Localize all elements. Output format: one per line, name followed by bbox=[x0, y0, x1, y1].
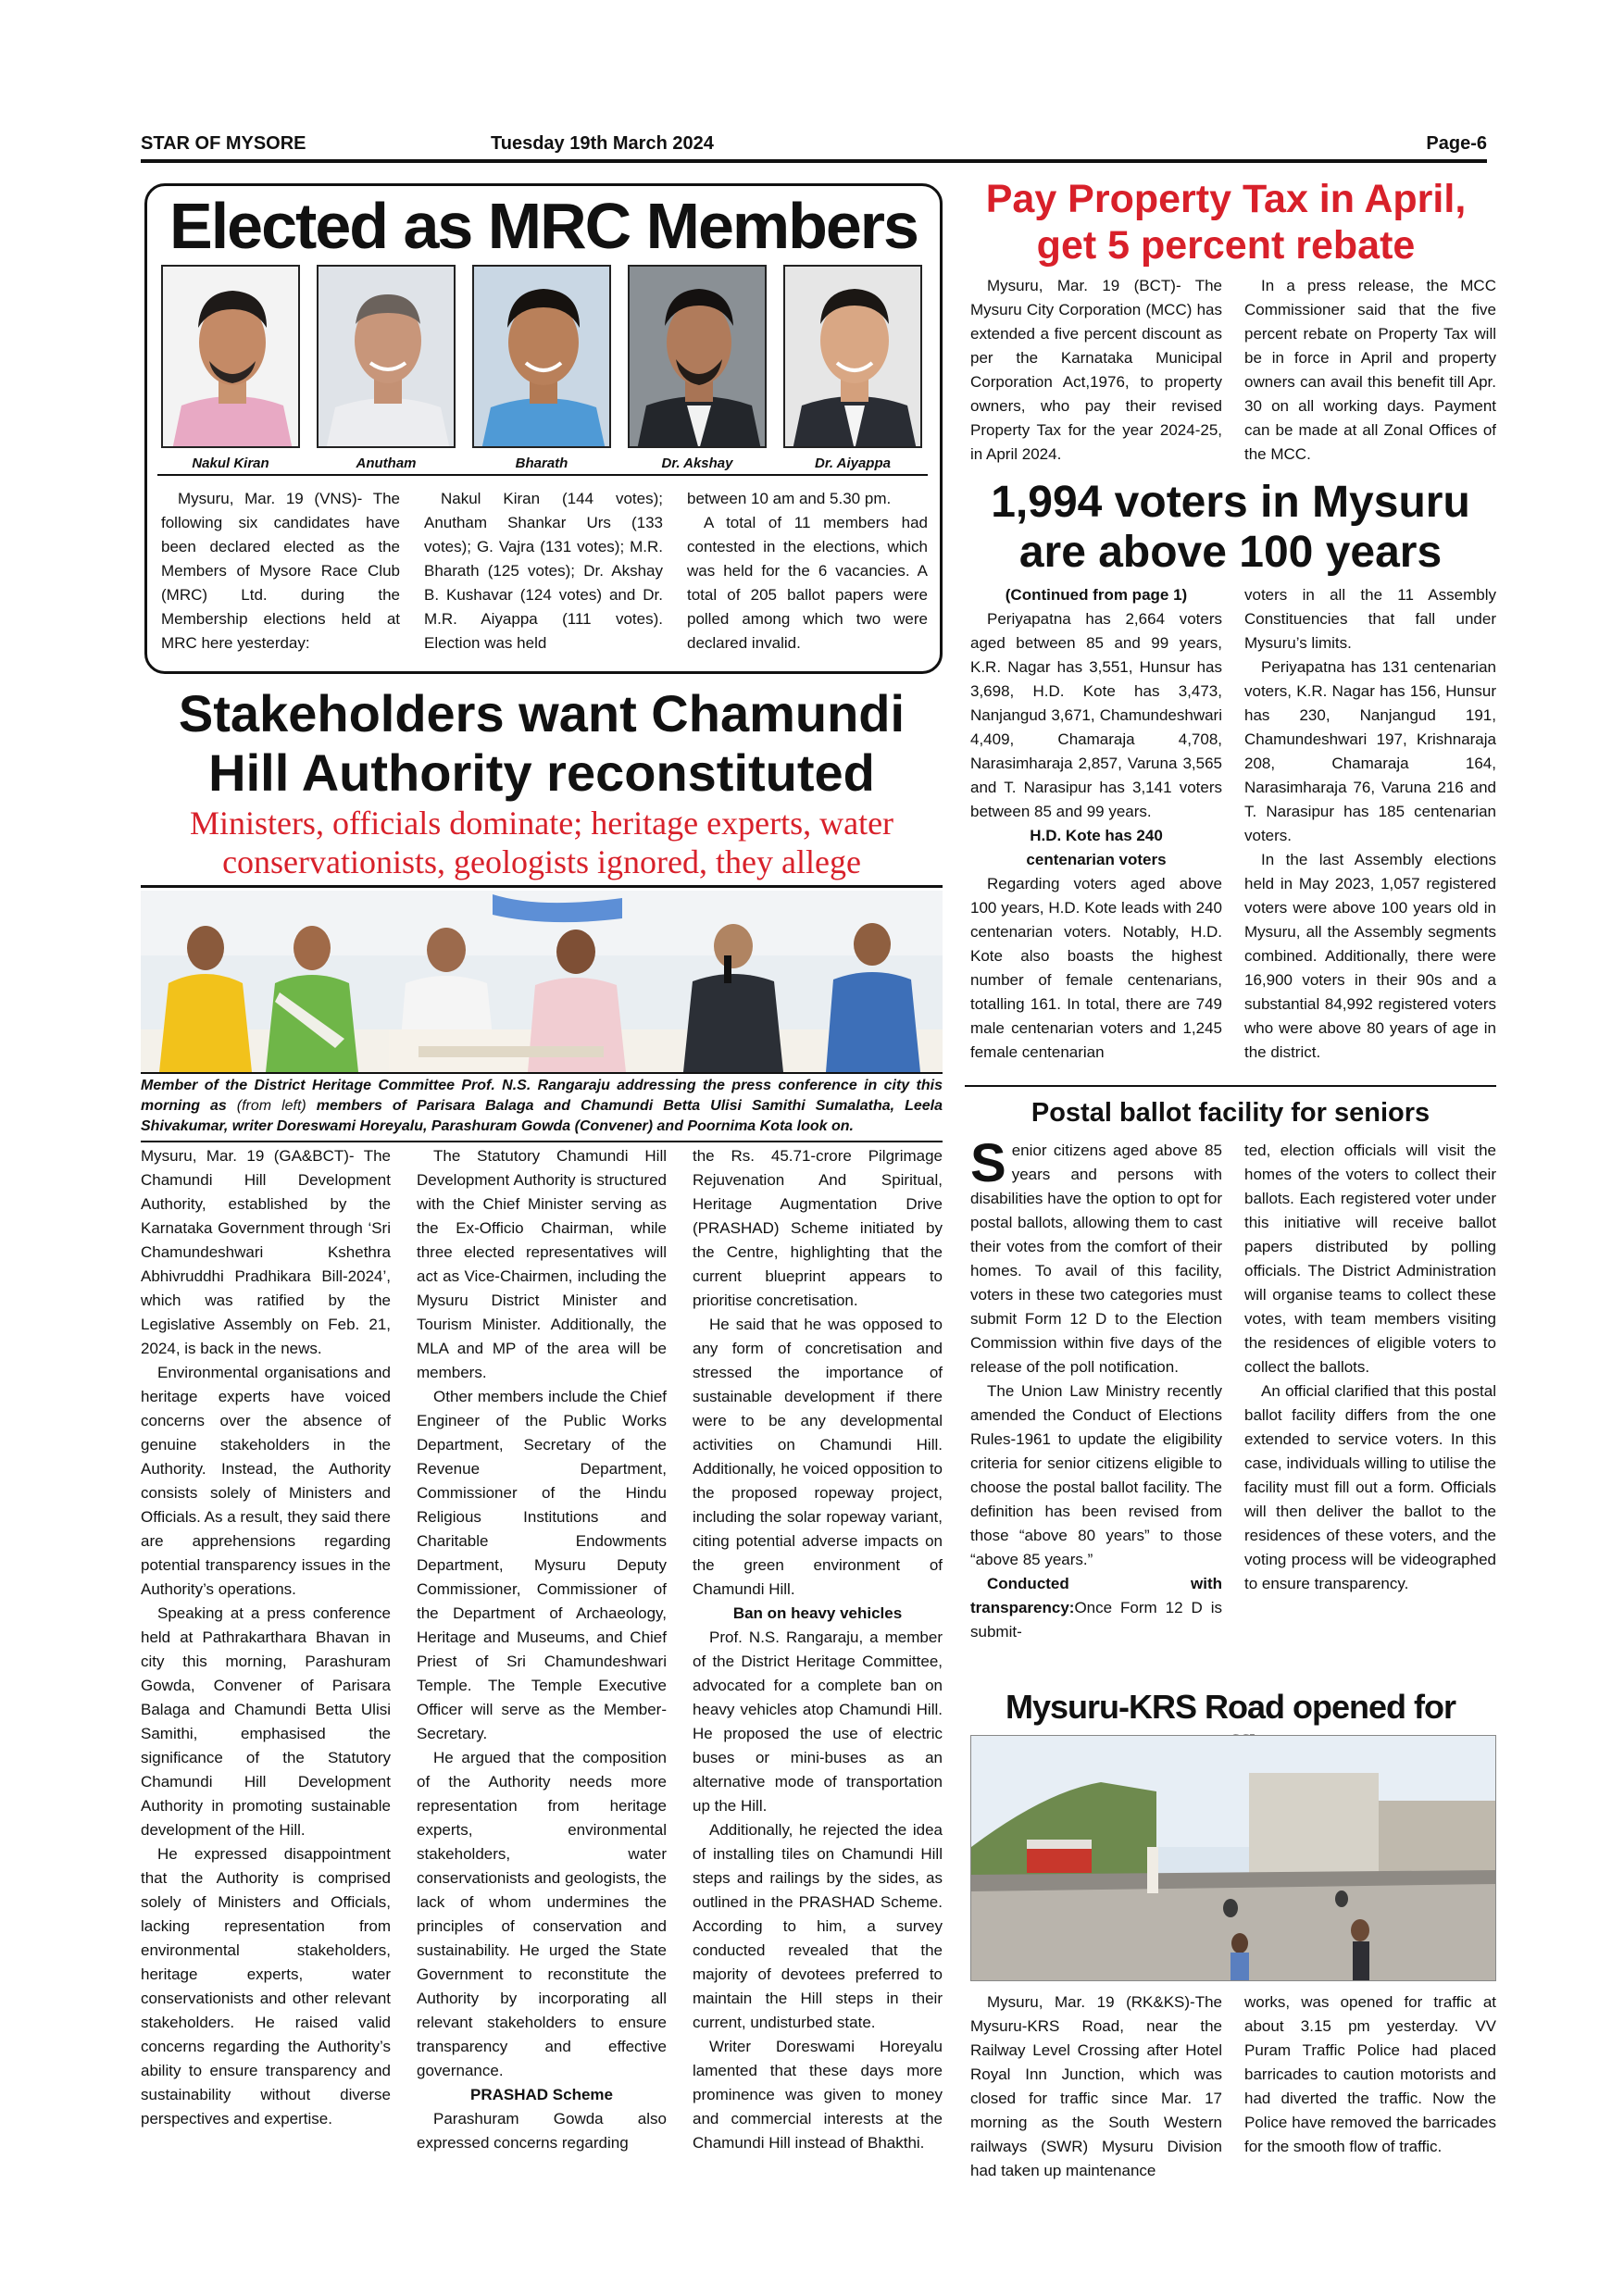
chamundi-subhead-2: conservationists, geologists ignored, they allege bbox=[222, 843, 861, 880]
chamundi-para: Additionally, he rejected the idea of installing tiles on Chamundi Hill steps and railings by the sides, as outlined in the PRASHAD Scheme. According to him, a survey conducted revealed that the majority of devotees preferred to maintain the Hill steps in their current, undisturbed state. bbox=[693, 1821, 943, 2031]
postal-para: The Union Law Ministry recently amended the Conduct of Elections Rules-1961 to update the eligibility criteria for senior citizens eligible to choose the postal ballot facility. The definition has been revised from those “above 80 years” to those “above 85 years.” bbox=[970, 1382, 1222, 1568]
tax-para: Mysuru, Mar. 19 (BCT)- The Mysuru City Corporation (MCC) has extended a five percent discount as per the Karnataka Municipal Corporation Act,1976, to property owners, who pay their revised Property Tax for the year 2024-25, in April 2024. bbox=[970, 277, 1222, 463]
masthead-rule bbox=[141, 159, 1487, 163]
chamundi-para: Writer Doreswami Horeyalu lamented that these days more prominence was given to money and commercial interests at the Chamundi Hill instead of Bhakthi. bbox=[693, 2038, 943, 2152]
mrc-text-col1 bbox=[161, 487, 400, 655]
mrc-rule bbox=[157, 474, 928, 476]
voters-headline-1: 1,994 voters in Mysuru bbox=[991, 478, 1470, 527]
postal-col1 bbox=[970, 1133, 1222, 1644]
voters-para: voters in all the 11 Assembly Constituencies that fall under Mysuru’s limits. bbox=[1244, 586, 1496, 652]
voters-para: Periyapatna has 131 centenarian voters, K.R. Nagar has 156, Hunsur has 230, Nanjangud 191, Chamundeshwari 197, Krishnaraja 208, Chamaraja 164, Narasimharaja 76, Varuna 216 and T. Narasipur has 185 centenarian voters. bbox=[1244, 658, 1496, 844]
krs-headline: Mysuru-KRS Road opened for bbox=[1005, 1688, 1455, 1726]
masthead-page: Page-6 bbox=[1426, 133, 1487, 154]
photo-anutham bbox=[317, 265, 456, 448]
continued-label: (Continued from page 1) bbox=[1005, 586, 1188, 604]
chamundi-para: The Statutory Chamundi Hill Development Authority is structured with the Chief Minister serving as the Ex-Officio Chairman, while three elected representatives will act as Vice-Chairmen, including the Mysuru District Minister and Tourism Minister. Additionally, the MLA and MP of the area will be members. bbox=[417, 1147, 667, 1381]
chamundi-para: He argued that the composition of the Authority needs more representation from heritage experts, environmental stakeholders, water conservationists and geologists, the lack of whom undermines the principles of conservation and sustainability. He urged the State Government to reconstitute the Authority by incorporating all relevant stakeholders to ensure transparency and effective governance. bbox=[417, 1749, 667, 2079]
name-dr-akshay: Dr. Akshay bbox=[661, 455, 733, 471]
chamundi-col2 bbox=[417, 1144, 667, 2155]
chamundi-para: the Rs. 45.71-crore Pilgrimage Rejuvenation And Spiritual, Heritage Augmentation Drive (PRASHAD) Scheme initiated by the Centre, highlighting that the current blueprint appears to prioritise concretisation. bbox=[693, 1147, 943, 1309]
name-anutham: Anutham bbox=[356, 455, 417, 471]
voters-col2 bbox=[1244, 583, 1496, 1065]
chamundi-col1 bbox=[141, 1144, 391, 2131]
photo-dr-akshay bbox=[628, 265, 767, 448]
krs-para: Mysuru, Mar. 19 (RK&KS)-The Mysuru-KRS Road, near the Railway Level Crossing after Hotel Royal Inn Junction, which was closed for traffic since Mar. 17 morning as the South Western railways (SWR) Mysuru Division had taken up maintenance bbox=[970, 1993, 1222, 2179]
voters-col1 bbox=[970, 583, 1222, 1065]
chamundi-rule bbox=[141, 885, 943, 888]
mrc-text-col2 bbox=[424, 487, 663, 655]
voters-headline-2: are above 100 years bbox=[1018, 528, 1443, 577]
dropcap: S bbox=[970, 1133, 1006, 1193]
krs-col1 bbox=[970, 1990, 1222, 2183]
postal-rule bbox=[965, 1085, 1496, 1087]
chamundi-para: Environmental organisations and heritage experts have voiced concerns over the absence of genuine stakeholders in the Authority. Instead, the Authority consists solely of Ministers and Officials. As a result, they said there are apprehensions regarding potential transparency issues in the Authority’s operations. bbox=[141, 1364, 391, 1598]
krs-col2 bbox=[1244, 1990, 1496, 2159]
chamundi-para: Parashuram Gowda also expressed concerns regarding bbox=[417, 2110, 667, 2152]
photo-bharath bbox=[472, 265, 611, 448]
postal-col2 bbox=[1244, 1139, 1496, 1596]
postal-para: An official clarified that this postal ballot facility differs from the one extended to service voters. In this case, individuals willing to utilise the facility must fill out a form. Officials will then deliver the ballot to the residences of these voters, and the voting process will be videographed to ensure transparency. bbox=[1244, 1382, 1496, 1592]
hd-kote-subhead-2: centenarian voters bbox=[1026, 851, 1167, 868]
mrc-para: between 10 am and 5.30 pm. bbox=[687, 490, 892, 507]
mrc-headline: Elected as MRC Members bbox=[169, 190, 918, 262]
mrc-para: Nakul Kiran (144 votes); Anutham Shankar Urs (133 votes); G. Vajra (131 votes); M.R. Bharath (125 votes); Dr. Akshay B. Kushavar (124 votes) and Dr. M.R. Aiyappa (111 votes). Election was held bbox=[424, 490, 663, 652]
krs-para: works, was opened for traffic at about 3.15 pm yesterday. VV Puram Traffic Police had placed barricades to caution motorists and had diverted the traffic. Now the Police have removed the barricades for the smooth flow of traffic. bbox=[1244, 1993, 1496, 2155]
chamundi-col3 bbox=[693, 1144, 943, 2155]
prashad-subhead: PRASHAD Scheme bbox=[470, 2086, 613, 2103]
postal-headline: Postal ballot facility for seniors bbox=[1031, 1098, 1430, 1128]
chamundi-headline-1: Stakeholders want Chamundi bbox=[178, 684, 906, 742]
chamundi-para: Mysuru, Mar. 19 (GA&BCT)- The Chamundi Hill Development Authority, established by the Karnataka Government through ‘Sri Chamundeshwari Kshethra Abhivruddhi Pradhikara Bill-2024’, which was ratified by the Legislative Assembly on Feb. 21, 2024, is back in the news. bbox=[141, 1147, 391, 1357]
tax-col2 bbox=[1244, 274, 1496, 467]
chamundi-para: Prof. N.S. Rangaraju, a member of the District Heritage Committee, advocated for a complete ban on heavy vehicles atop Chamundi Hill. He proposed the use of electric buses or mini-buses as an alternative mode of transportation up the Hill. bbox=[693, 1628, 943, 1815]
postal-para-last bbox=[970, 1572, 1222, 1644]
caption-part-c: members of Parisara Balaga and Chamundi Betta Ulisi Samithi Sumalatha, Leela Shivakumar, writer Doreswami Horeyalu, Parashuram Gowda (Convener) and Poornima Kota look on. bbox=[141, 1098, 943, 1134]
mrc-para: A total of 11 members had contested in the elections, which was held for the 6 vacancies. A total of 205 ballot papers were polled among which two were declared invalid. bbox=[687, 514, 928, 652]
caption-part-b: (from left) bbox=[236, 1098, 306, 1114]
photo-dr-aiyappa bbox=[783, 265, 922, 448]
name-bharath: Bharath bbox=[515, 455, 568, 471]
chamundi-para: Other members include the Chief Engineer of the Public Works Department, Secretary of the Revenue Department, Commissioner of the Hindu Religious Institutions and Charitable Endowments Department, Mysuru Deputy Commissioner, Commissioner of the Department of Archaeology, Heritage and Museums, and Chief Priest of Sri Chamundeshwari Temple. The Temple Executive Officer will serve as the Member-Secretary. bbox=[417, 1388, 667, 1742]
chamundi-subhead-1: Ministers, officials dominate; heritage experts, water bbox=[189, 805, 894, 842]
chamundi-para: He said that he was opposed to any form of concretisation and stressed the importance of sustainable development if there were to be any developmental activities on Chamundi Hill. Additionally, he voiced opposition to the proposed ropeway project, including the solar ropeway variant, citing potential adverse impacts on the green environment of Chamundi Hill. bbox=[693, 1316, 943, 1598]
voters-para: Periyapatna has 2,664 voters aged between 85 and 99 years, K.R. Nagar has 3,551, Hunsur has 3,698, H.D. Kote has 3,473, Nanjangud 3,671, Chamundeshwari 4,409, Chamaraja 4,708, Narasimharaja 2,857, Varuna 3,565 and T. Narasipur has 3,141 voters between 85 and 99 years. bbox=[970, 610, 1222, 820]
tax-para: In a press release, the MCC Commissioner said that the five percent rebate on Property Tax will be in force in April and property owners can avail this benefit till Apr. 30 on all working days. Payment can be made at all Zonal Offices of the MCC. bbox=[1244, 277, 1496, 463]
tax-headline-2: get 5 percent rebate bbox=[1036, 223, 1416, 268]
name-nakul-kiran: Nakul Kiran bbox=[192, 455, 269, 471]
mrc-text-col3 bbox=[687, 487, 928, 655]
tax-col1 bbox=[970, 274, 1222, 467]
mrc-para: Mysuru, Mar. 19 (VNS)- The following six candidates have been declared elected as the Members of Mysore Race Club (MRC) Ltd. during the Membership elections held at MRC here yesterday: bbox=[161, 490, 400, 652]
masthead-date: Tuesday 19th March 2024 bbox=[491, 133, 714, 154]
photo-rule bbox=[141, 1072, 943, 1074]
voters-para: In the last Assembly elections held in May 2023, 1,057 registered voters were above 100 years old in Mysuru, all the Assembly segments combined. Additionally, there were 16,900 voters in their 90s and a substantial 84,992 registered voters who were above 80 years of age in the district. bbox=[1244, 851, 1496, 1061]
heavy-vehicles-subhead: Ban on heavy vehicles bbox=[732, 1604, 903, 1622]
voters-para: Regarding voters aged above 100 years, H.D. Kote leads with 240 centenarian voters. Notably, H.D. Kote also boasts the highest number of female centenarians, totalling 161. In total, there are 749 male centenarian voters and 1,245 female centenarian bbox=[970, 875, 1222, 1061]
postal-para: enior citizens aged above 85 years and persons with disabilities have the option to opt for postal ballots, allowing them to cast their votes from the comfort of their homes. To avail of this facility, voters in these two categories must submit Form 12 D to the Election Commission within five days of the release of the poll notification. bbox=[970, 1142, 1222, 1376]
postal-para: Once Form 12 D is submit- bbox=[970, 1599, 1222, 1641]
transparency-subhead: Conducted with transparency: bbox=[970, 1575, 1222, 1616]
caption-rule bbox=[141, 1141, 943, 1142]
chamundi-headline-2: Hill Authority reconstituted bbox=[208, 743, 875, 802]
krs-road-photo bbox=[970, 1735, 1496, 1981]
name-dr-aiyappa: Dr. Aiyappa bbox=[815, 455, 891, 471]
chamundi-para: He expressed disappointment that the Authority is comprised solely of Ministers and Officials, lacking representation from environmental stakeholders, heritage experts, water conservationists and other relevant stakeholders. He raised valid concerns regarding the Authority’s ability to ensure transparency and sustainability without diverse perspectives and expertise. bbox=[141, 1845, 391, 2128]
photo-caption bbox=[141, 1076, 943, 1137]
chamundi-para: Speaking at a press conference held at Pathrakarthara Bhavan in city this morning, Parashuram Gowda, Convener of Parisara Balaga and Chamundi Betta Ulisi Samithi, emphasised the significance of the Statutory Chamundi Hill Development Authority in promoting sustainable development of the Hill. bbox=[141, 1604, 391, 1839]
masthead-paper: STAR OF MYSORE bbox=[141, 133, 306, 154]
press-conference-photo bbox=[141, 891, 943, 1072]
caption-part-a: Member of the District Heritage Committee Prof. N.S. Rangaraju addressing the press conference in city this morning as bbox=[141, 1078, 943, 1114]
postal-para: ted, election officials will visit the homes of the voters to collect their ballots. Each registered voter under this initiative will receive ballot papers distributed by polling officials. The District Administration will organise teams to collect these votes, with team members visiting the residences of eligible voters to collect the ballots. bbox=[1244, 1142, 1496, 1376]
postal-para-first bbox=[970, 1133, 1222, 1379]
hd-kote-subhead-1: H.D. Kote has 240 bbox=[1030, 827, 1163, 844]
photo-nakul-kiran bbox=[161, 265, 300, 448]
tax-headline-1: Pay Property Tax in April, bbox=[985, 177, 1467, 221]
